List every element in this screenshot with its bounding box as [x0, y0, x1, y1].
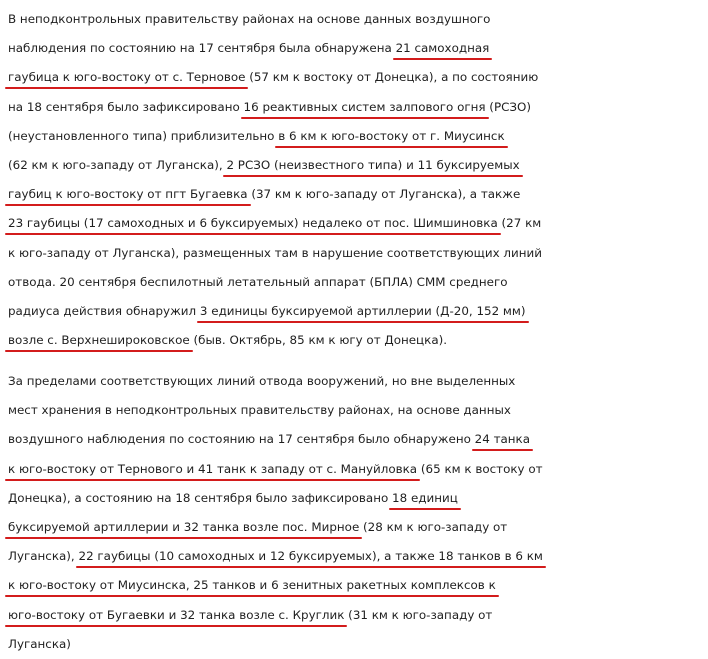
text-segment: Донецка), а состоянию на 18 сентября было зафиксировано [8, 490, 393, 505]
text-segment: (РСЗО) [485, 99, 532, 114]
text-line [8, 571, 704, 600]
text-line [8, 297, 704, 326]
highlighted-text: 16 реактивных систем залпового огня [243, 99, 486, 114]
text-line [8, 630, 704, 659]
text-segment: мест хранения в неподконтрольных правительству районах, на основе данных [8, 403, 511, 418]
text-line [8, 542, 704, 571]
text-segment: воздушного наблюдения по состоянию на 17 сентября было обнаружено [8, 432, 475, 447]
text-line [8, 34, 704, 63]
text-line [8, 151, 704, 180]
paragraph-2 [8, 367, 704, 659]
text-segment: В неподконтрольных правительству районах на основе данных воздушного [8, 12, 491, 26]
text-segment: к юго-западу от Луганска), размещенных там в нарушение соответствующих линий [8, 245, 542, 260]
highlighted-text: 23 гаубицы (17 самоходных и 6 буксируемых) недалеко от пос. Шимшиновка [8, 216, 498, 231]
text-segment: Луганска), [8, 549, 79, 564]
highlighted-text: к юго-востоку от Миусинска, 25 танков и 6 зенитных ракетных комплексов к [8, 578, 496, 593]
text-line [8, 484, 704, 513]
text-segment: (28 км к юго-западу от [359, 519, 508, 534]
text-segment: на 18 сентября было зафиксировано [8, 99, 244, 114]
text-line [8, 268, 704, 297]
text-segment: (57 км к востоку от Донецка), а по состоянию [245, 70, 539, 85]
paragraph-1 [8, 5, 704, 355]
text-line [8, 5, 704, 34]
highlighted-text: 18 единиц [392, 490, 458, 505]
highlighted-text: 2 РСЗО (неизвестного типа) и 11 буксируемых [226, 157, 520, 172]
highlighted-text: возле с. Верхнешироковское [8, 333, 190, 348]
text-line [8, 63, 704, 92]
highlighted-text: гаубиц к юго-востоку от пгт Бугаевка [8, 187, 248, 202]
text-segment: (37 км к юго-западу от Луганска), а также [247, 187, 521, 202]
text-segment: (быв. Октябрь, 85 км к югу от Донецка). [189, 333, 448, 348]
highlighted-text: 24 танка [474, 432, 531, 447]
text-line [8, 239, 704, 268]
text-line [8, 367, 704, 396]
highlighted-text: 21 самоходная [395, 41, 490, 56]
text-segment: Луганска) [8, 636, 71, 651]
text-line [8, 455, 704, 484]
highlighted-text: 22 гаубицы (10 самоходных и 12 буксируемых), а также 18 танков в 6 км [78, 549, 543, 564]
text-segment: наблюдения по состоянию на 17 сентября была обнаружена [8, 41, 396, 56]
text-segment: За пределами соответствующих линий отвода вооружений, но вне выделенных [8, 374, 516, 388]
text-segment: (62 км к юго-западу от Луганска), [8, 157, 227, 172]
text-segment: отвода. 20 сентября беспилотный летательный аппарат (БПЛА) СММ среднего [8, 274, 508, 289]
text-segment: (65 км к востоку от [417, 461, 543, 476]
highlighted-text: гаубица к юго-востоку от с. Терновое [8, 70, 246, 85]
text-line [8, 122, 704, 151]
text-segment: (неустановленного типа) приблизительно [8, 128, 279, 143]
text-line [8, 396, 704, 425]
highlighted-text: юго-востоку от Бугаевки и 32 танка возле с. Круглик [8, 607, 345, 622]
highlighted-text: в 6 км к юго-востоку от г. Миусинск [278, 128, 505, 143]
text-line [8, 93, 704, 122]
text-line [8, 326, 704, 355]
highlighted-text: к юго-востоку от Тернового и 41 танк к западу от с. Мануйловка [8, 461, 418, 476]
text-line [8, 180, 704, 209]
text-segment: радиуса действия обнаружил [8, 303, 200, 318]
highlighted-text: 3 единицы буксируемой артиллерии (Д-20, 152 мм) [199, 303, 526, 318]
text-line [8, 209, 704, 238]
text-line [8, 601, 704, 630]
text-segment: (27 км [497, 216, 542, 231]
text-line [8, 513, 704, 542]
text-segment: (31 км к юго-западу от [344, 607, 493, 622]
highlighted-text: буксируемой артиллерии и 32 танка возле пос. Мирное [8, 519, 360, 534]
text-line [8, 425, 704, 454]
